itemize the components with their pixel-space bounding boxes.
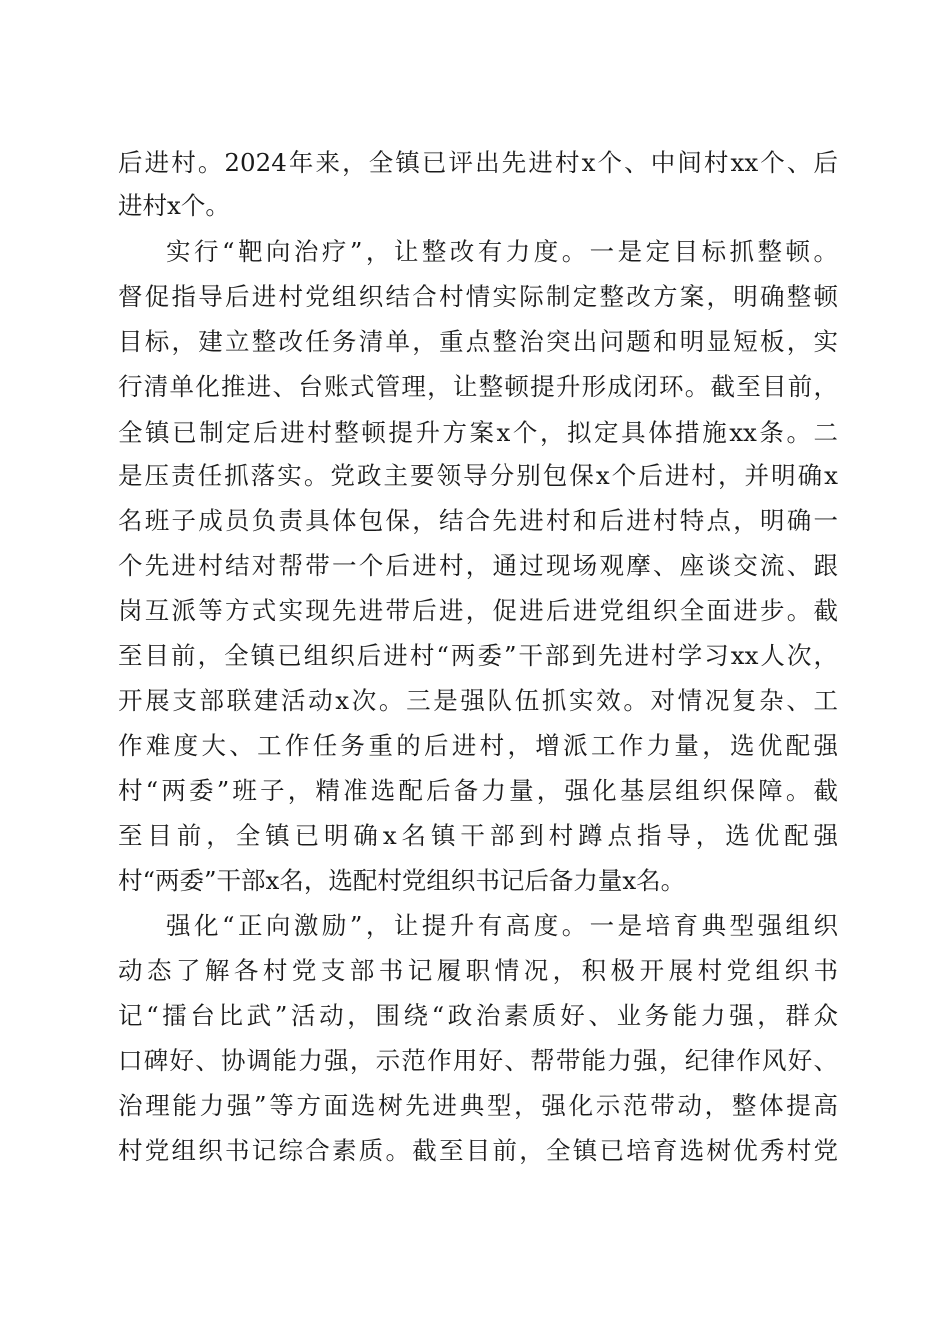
text-line: 至目前，全镇已组织后进村“两委”干部到先进村学习xx人次， <box>118 641 838 670</box>
text-line: 村“两委”干部x名，选配村党组织书记后备力量x名。 <box>118 866 686 895</box>
text-line: 口碑好、协调能力强，示范作用好、帮带能力强，纪律作风好、 <box>118 1046 838 1075</box>
text-line: 至目前，全镇已明确x名镇干部到村蹲点指导，选优配强 <box>118 821 838 850</box>
text-line: 行清单化推进、台账式管理，让整顿提升形成闭环。截至目前， <box>118 372 838 401</box>
paragraph-heading-line: 实行“靶向治疗”，让整改有力度。一是定目标抓整顿。 <box>166 237 838 266</box>
text-line: 记“擂台比武”活动，围绕“政治素质好、业务能力强，群众 <box>118 1001 838 1030</box>
text-line: 个先进村结对帮带一个后进村，通过现场观摩、座谈交流、跟 <box>118 551 838 580</box>
text-line: 治理能力强”等方面选树先进典型，强化示范带动，整体提高 <box>118 1091 838 1120</box>
text-line: 全镇已制定后进村整顿提升方案x个，拟定具体措施xx条。二 <box>118 418 838 447</box>
text-line: 目标，建立整改任务清单，重点整治突出问题和明显短板，实 <box>118 327 838 356</box>
text-line: 动态了解各村党支部书记履职情况，积极开展村党组织书 <box>118 956 838 985</box>
text-line: 是压责任抓落实。党政主要领导分别包保x个后进村，并明确x <box>118 461 838 490</box>
text-line: 作难度大、工作任务重的后进村，增派工作力量，选优配强 <box>118 731 838 760</box>
text-line: 开展支部联建活动x次。三是强队伍抓实效。对情况复杂、工 <box>118 686 838 715</box>
text-line: 岗互派等方式实现先进带后进，促进后进党组织全面进步。截 <box>118 596 838 625</box>
text-line: 进村x个。 <box>118 191 230 220</box>
text-line: 督促指导后进村党组织结合村情实际制定整改方案，明确整顿 <box>118 282 838 311</box>
text-line: 村“两委”班子，精准选配后备力量，强化基层组织保障。截 <box>118 776 838 805</box>
paragraph-heading-line: 强化“正向激励”，让提升有高度。一是培育典型强组织 <box>166 911 838 940</box>
text-line: 名班子成员负责具体包保，结合先进村和后进村特点，明确一 <box>118 506 838 535</box>
text-line: 后进村。2024年来，全镇已评出先进村x个、中间村xx个、后 <box>118 148 838 177</box>
text-line: 村党组织书记综合素质。截至目前，全镇已培育选树优秀村党 <box>118 1136 838 1165</box>
